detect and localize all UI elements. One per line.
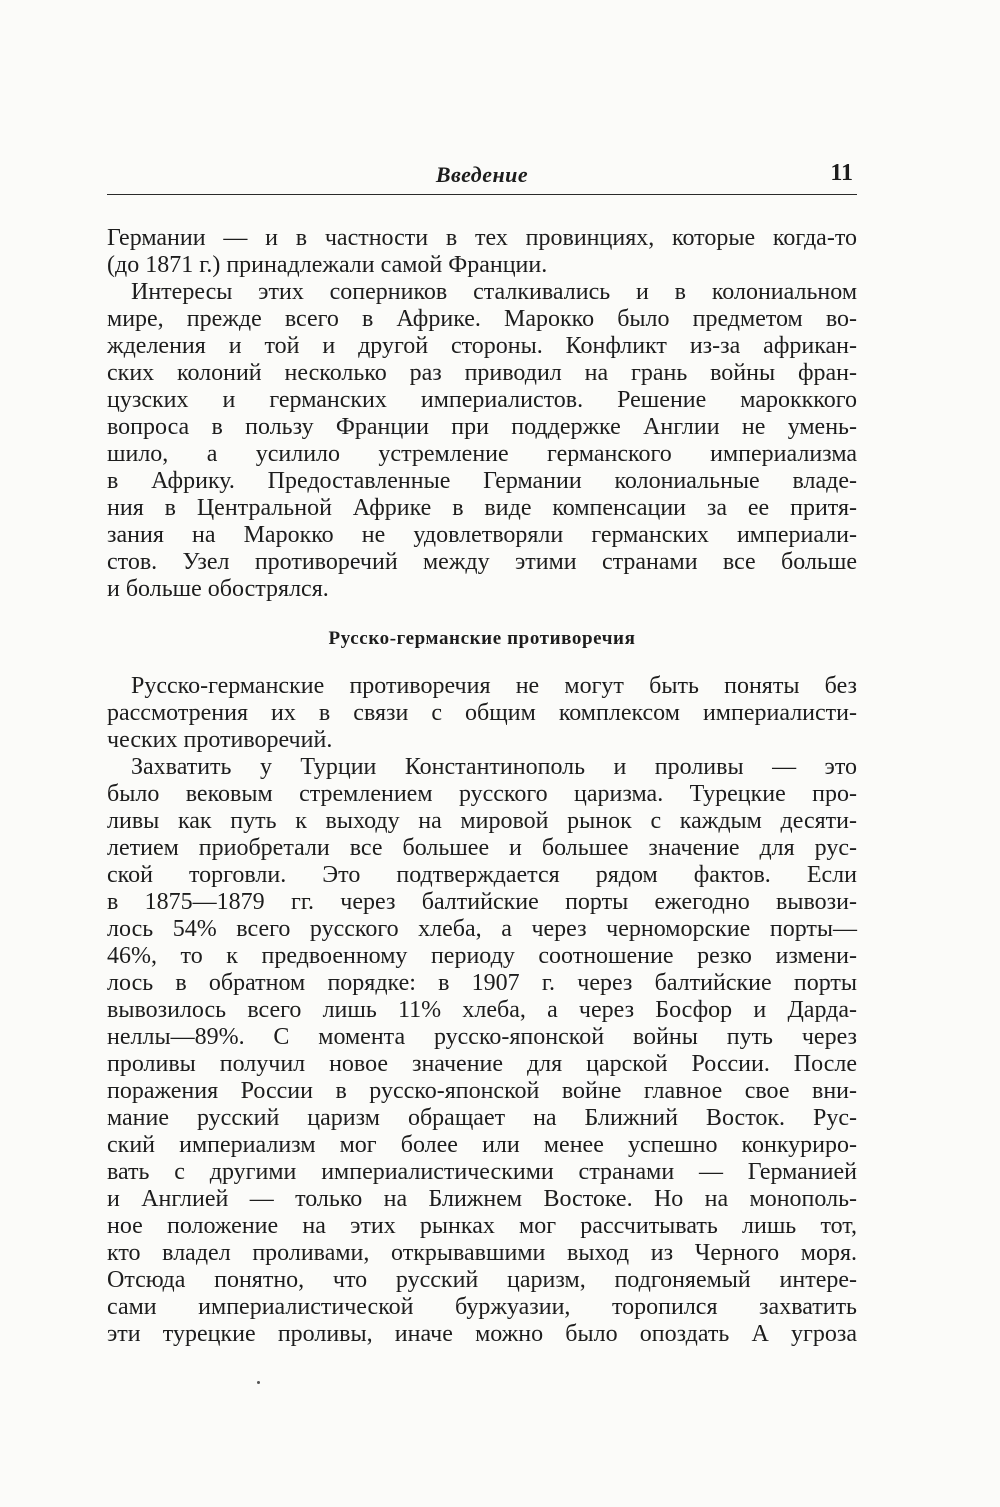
text-line: было вековым стремлением русского царизма. Турецкие про- xyxy=(107,781,857,807)
text-line: сами империалистической буржуазии, торопился захватить xyxy=(107,1294,857,1320)
text-line: ской торговли. Это подтверждается рядом фактов. Если xyxy=(107,862,857,888)
section-heading: Русско-германские противоречия xyxy=(328,628,636,649)
text-line: стов. Узел противоречий между этими странами все больше xyxy=(107,549,857,575)
text-line: и больше обострялся. xyxy=(107,576,329,602)
print-speck xyxy=(257,1381,260,1384)
text-line: Интересы этих соперников сталкивались и в колониальном xyxy=(131,279,857,305)
text-line: Русско-германские противоречия не могут быть поняты без xyxy=(131,673,857,699)
text-line: лось в обратном порядке: в 1907 г. через балтийские порты xyxy=(107,970,857,996)
text-line: вать с другими империалистическими странами — Германией xyxy=(107,1159,857,1185)
page-number: 11 xyxy=(830,160,853,186)
text-line: ческих противоречий. xyxy=(107,727,333,753)
text-line: (до 1871 г.) принадлежали самой Франции. xyxy=(107,252,548,278)
text-line: поражения России в русско-японской войне главное свое вни- xyxy=(107,1078,857,1104)
text-line: проливы получил новое значение для царской России. После xyxy=(107,1051,857,1077)
text-line: шило, а усилило устремление германского империализма xyxy=(107,441,857,467)
text-line: Германии — и в частности в тех провинциях, которые когда-то xyxy=(107,225,857,251)
paragraph-4 xyxy=(107,754,857,1348)
text-line: в 1875—1879 гг. через балтийские порты ежегодно вывози- xyxy=(107,889,857,915)
text-line: вопроса в пользу Франции при поддержке Англии не умень- xyxy=(107,414,857,440)
text-line: и Англией — только на Ближнем Востоке. Но на монополь- xyxy=(107,1186,857,1212)
text-line: неллы—89%. С момента русско-японской войны путь через xyxy=(107,1024,857,1050)
text-line: жделения и той и другой стороны. Конфликт из-за африкан- xyxy=(107,333,857,359)
text-line: ливы как путь к выходу на мировой рынок с каждым десяти- xyxy=(107,808,857,834)
text-line: мире, прежде всего в Африке. Марокко было предметом во- xyxy=(107,306,857,332)
text-line: ский империализм мог более или менее успешно конкуриро- xyxy=(107,1132,857,1158)
text-line: эти турецкие проливы, иначе можно было опоздать А угроза xyxy=(107,1321,857,1347)
text-line: ния в Центральной Африке в виде компенсации за ее притя- xyxy=(107,495,857,521)
text-line: вывозилось всего лишь 11% хлеба, а через Босфор и Дарда- xyxy=(107,997,857,1023)
text-line: 46%, то к предвоенному периоду соотношение резко измени- xyxy=(107,943,857,969)
text-line: ских колоний несколько раз приводил на грань войны фран- xyxy=(107,360,857,386)
text-line: кто владел проливами, открывавшими выход из Черного моря. xyxy=(107,1240,857,1266)
running-title: Введение xyxy=(435,162,529,187)
text-line: летием приобретали все большее и большее значение для рус- xyxy=(107,835,857,861)
text-line: Отсюда понятно, что русский царизм, подгоняемый интере- xyxy=(107,1267,857,1293)
text-line: в Африку. Предоставленные Германии колониальные владе- xyxy=(107,468,857,494)
text-line: Захватить у Турции Константинополь и проливы — это xyxy=(131,754,857,780)
text-line: ное положение на этих рынках мог рассчитывать лишь тот, xyxy=(107,1213,857,1239)
paragraph-2 xyxy=(107,279,857,603)
paragraph-1 xyxy=(107,225,857,279)
text-line: зания на Марокко не удовлетворяли германских империали- xyxy=(107,522,857,548)
paragraph-3 xyxy=(107,673,857,754)
text-line: лось 54% всего русского хлеба, а через черноморские порты— xyxy=(107,916,857,942)
text-line: мание русский царизм обращает на Ближний Восток. Рус- xyxy=(107,1105,857,1131)
text-line: цузских и германских империалистов. Решение марокккого xyxy=(107,387,857,413)
text-line: рассмотрения их в связи с общим комплексом империалисти- xyxy=(107,700,857,726)
running-header xyxy=(107,160,857,195)
